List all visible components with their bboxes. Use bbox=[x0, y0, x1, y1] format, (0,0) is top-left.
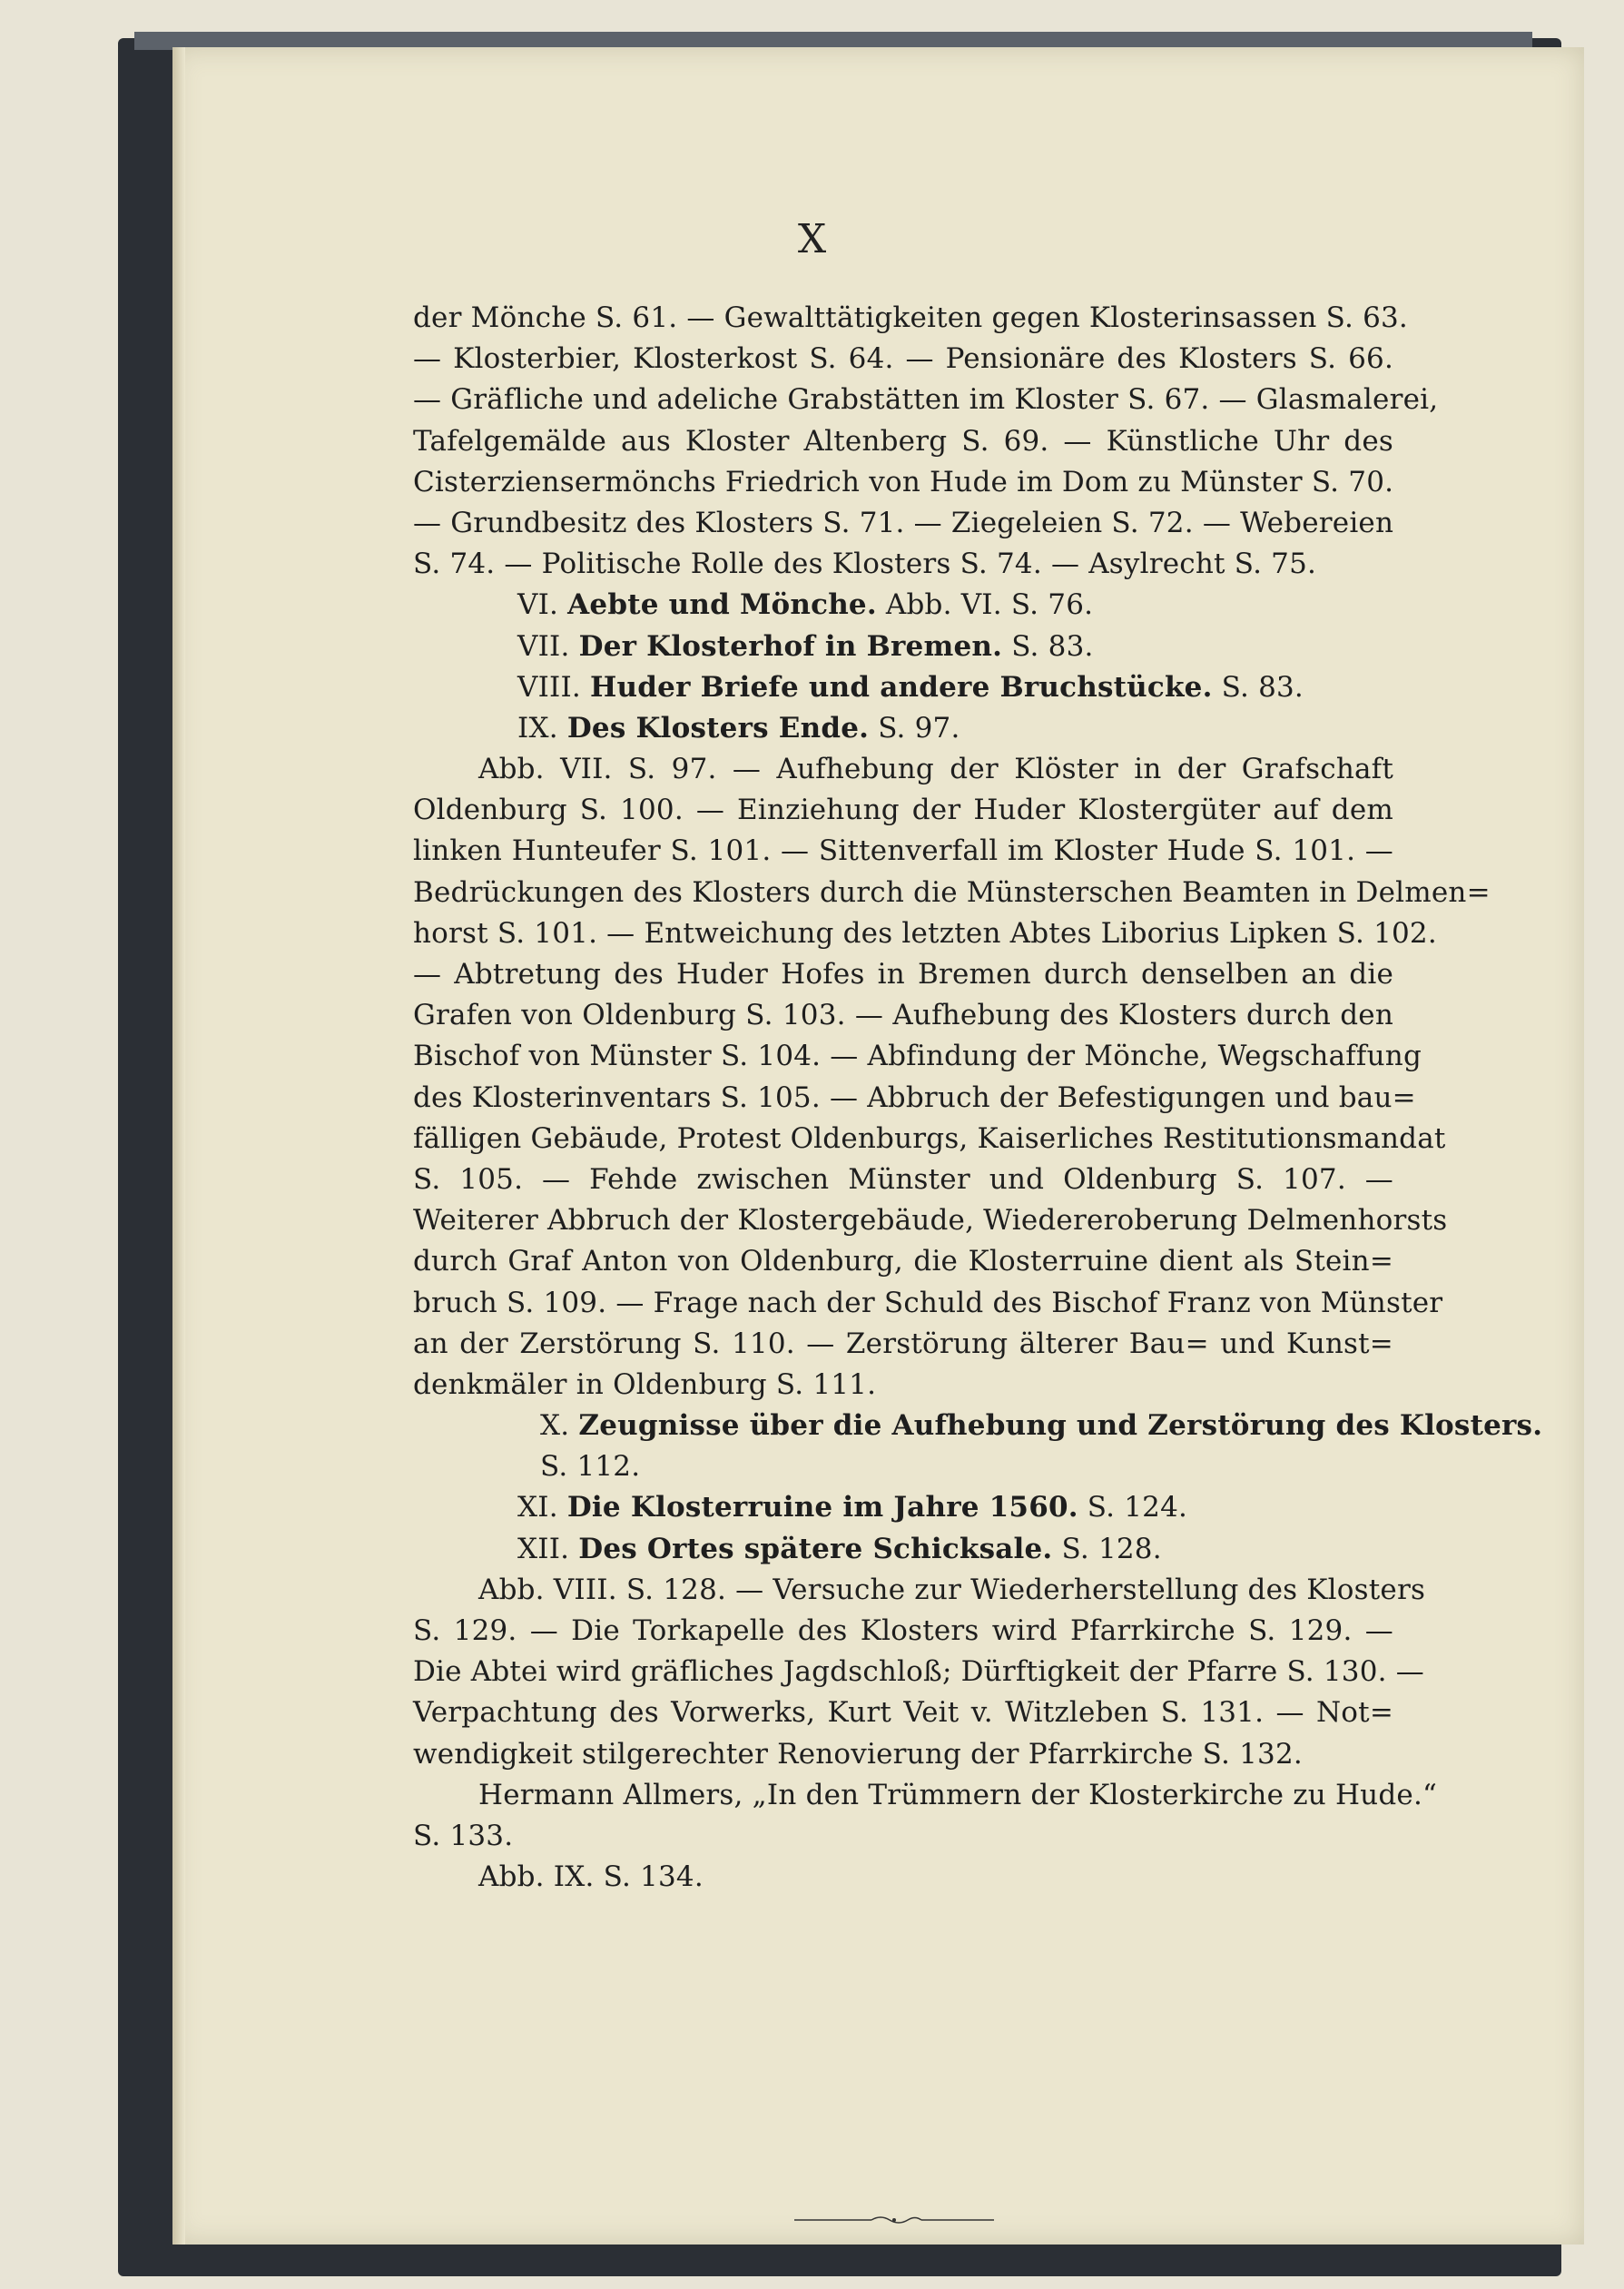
chapter-page-ref: Abb. VI. S. 76. bbox=[885, 588, 1094, 622]
text-line: bruch S. 109. — Frage nach der Schuld des Bischof Franz von Münster bbox=[413, 1286, 1443, 1319]
text-line: Bischof von Münster S. 104. — Abfindung der Mönche, Wegschaffung bbox=[413, 1040, 1422, 1073]
chapter-number: XI. bbox=[517, 1491, 558, 1524]
chapter-title: Des Ortes spätere Schicksale. bbox=[578, 1532, 1053, 1565]
text-line: an der Zerstörung S. 110. — Zerstörung älterer Bau= und Kunst= bbox=[413, 1327, 1393, 1360]
text-line: Die Abtei wird gräfliches Jagdschloß; Dürftigkeit der Pfarre S. 130. — bbox=[413, 1655, 1424, 1689]
text-line: Verpachtung des Vorwerks, Kurt Veit v. Witzleben S. 131. — Not= bbox=[413, 1696, 1393, 1730]
chapter-number: VII. bbox=[517, 629, 570, 663]
chapter-heading bbox=[413, 708, 1393, 749]
text-line: Abb. VIII. S. 128. — Versuche zur Wiederherstellung des Klosters bbox=[478, 1573, 1426, 1606]
text-line: wendigkeit stilgerechter Renovierung der Pfarrkirche S. 132. bbox=[413, 1737, 1303, 1771]
chapter-title: Aebte und Mönche. bbox=[567, 588, 877, 622]
chapter-page-ref: S. 97. bbox=[878, 711, 960, 745]
text-line: — Klosterbier, Klosterkost S. 64. — Pensionäre des Klosters S. 66. bbox=[413, 342, 1393, 376]
chapter-title: Des Klosters Ende. bbox=[566, 711, 870, 745]
chapter-page-ref: S. 83. bbox=[1011, 629, 1094, 663]
chapter-title: Die Klosterruine im Jahre 1560. bbox=[566, 1491, 1078, 1524]
text-line: horst S. 101. — Entweichung des letzten Abtes Liborius Lipken S. 102. bbox=[413, 916, 1437, 950]
chapter-page-ref: S. 83. bbox=[1221, 670, 1304, 704]
chapter-number: IX. bbox=[517, 711, 558, 745]
page-gutter bbox=[172, 47, 185, 2245]
text-line: Bedrückungen des Klosters durch die Münsterschen Beamten in Delmen= bbox=[413, 875, 1491, 909]
chapter-heading bbox=[413, 585, 1393, 626]
table-of-contents bbox=[413, 298, 1543, 1898]
chapter-title: Zeugnisse über die Aufhebung und Zerstörung des Klosters. bbox=[578, 1409, 1543, 1443]
chapter-number: VIII. bbox=[517, 670, 581, 704]
text-line: denkmäler in Oldenburg S. 111. bbox=[413, 1367, 877, 1401]
chapter-number: XII. bbox=[517, 1532, 570, 1565]
text-line: Oldenburg S. 100. — Einziehung der Huder Klostergüter auf dem bbox=[413, 794, 1393, 827]
chapter-page-ref: S. 124. bbox=[1087, 1491, 1188, 1524]
text-line: Grafen von Oldenburg S. 103. — Aufhebung des Klosters durch den bbox=[413, 999, 1393, 1032]
text-line: Abb. IX. S. 134. bbox=[478, 1860, 704, 1894]
closing-ornament-icon bbox=[794, 2214, 994, 2226]
text-line: S. 74. — Politische Rolle des Klosters S. 74. — Asylrecht S. 75. bbox=[413, 548, 1317, 581]
text-line: Hermann Allmers, „In den Trümmern der Klosterkirche zu Hude.“ bbox=[478, 1778, 1438, 1811]
text-line: S. 129. — Die Torkapelle des Klosters wird Pfarrkirche S. 129. — bbox=[413, 1614, 1393, 1647]
chapter-number: X. bbox=[540, 1409, 570, 1443]
text-line: — Grundbesitz des Klosters S. 71. — Ziegeleien S. 72. — Webereien bbox=[413, 506, 1394, 539]
text-line: durch Graf Anton von Oldenburg, die Klosterruine dient als Stein= bbox=[413, 1245, 1393, 1278]
text-line: der Mönche S. 61. — Gewalttätigkeiten gegen Klosterinsassen S. 63. bbox=[413, 301, 1408, 334]
text-line: Cisterziensermönchs Friedrich von Hude im Dom zu Münster S. 70. bbox=[413, 465, 1394, 498]
chapter-title: Der Klosterhof in Bremen. bbox=[578, 629, 1003, 663]
text-line: — Abtretung des Huder Hofes in Bremen durch denselben an die bbox=[413, 958, 1393, 991]
chapter-heading bbox=[413, 1406, 1543, 1446]
chapter-title: Huder Briefe und andere Bruchstücke. bbox=[590, 670, 1213, 704]
chapter-heading bbox=[413, 1529, 1393, 1570]
text-line: Abb. VII. S. 97. — Aufhebung der Klöster in der Grafschaft bbox=[478, 753, 1393, 786]
text-line: — Gräfliche und adeliche Grabstätten im Kloster S. 67. — Glasmalerei, bbox=[413, 383, 1439, 417]
chapter-heading bbox=[413, 1487, 1393, 1528]
text-line: S. 133. bbox=[413, 1819, 514, 1852]
text-line: linken Hunteufer S. 101. — Sittenverfall im Kloster Hude S. 101. — bbox=[413, 834, 1393, 868]
page-number: X bbox=[797, 216, 827, 262]
chapter-page-ref: S. 128. bbox=[1061, 1532, 1162, 1565]
chapter-heading bbox=[413, 627, 1393, 667]
text-line: des Klosterinventars S. 105. — Abbruch der Befestigungen und bau= bbox=[413, 1080, 1416, 1114]
text-line: Weiterer Abbruch der Klostergebäude, Wiedereroberung Delmenhorsts bbox=[413, 1204, 1448, 1238]
text-line: S. 112. bbox=[540, 1450, 641, 1484]
text-line: S. 105. — Fehde zwischen Münster und Oldenburg S. 107. — bbox=[413, 1162, 1393, 1196]
text-line: fälligen Gebäude, Protest Oldenburgs, Kaiserliches Restitutionsmandat bbox=[413, 1121, 1446, 1155]
text-line: Tafelgemälde aus Kloster Altenberg S. 69. — Künstliche Uhr des bbox=[413, 424, 1393, 458]
chapter-heading bbox=[413, 667, 1393, 708]
chapter-number: VI. bbox=[517, 588, 559, 622]
